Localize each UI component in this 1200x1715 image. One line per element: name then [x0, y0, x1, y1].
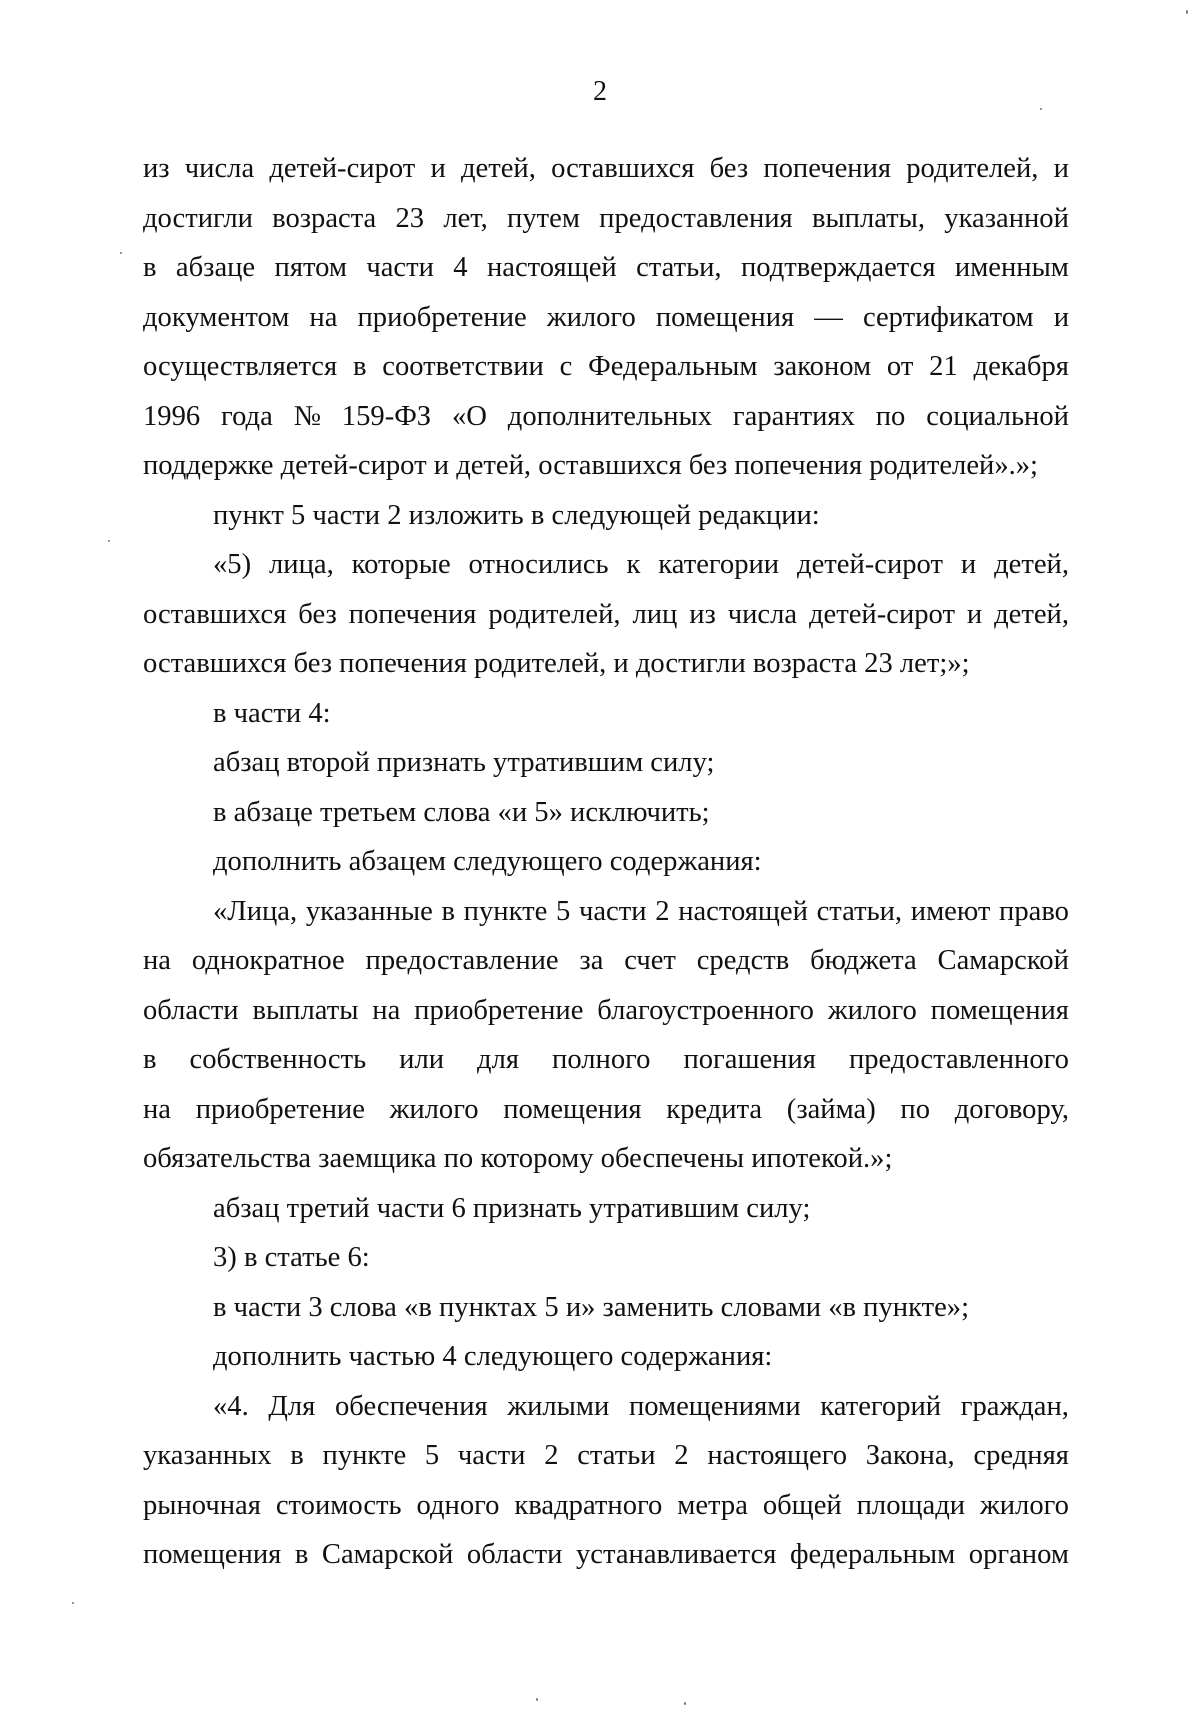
- text-line: в абзаце пятом части 4 настоящей статьи, подтверждается именным: [143, 252, 1069, 283]
- text-line: оставшихся без попечения родителей, лиц из числа детей-сирот и детей,: [143, 598, 1069, 630]
- text-line: обязательства заемщика по которому обеспечены ипотекой.»;: [143, 1143, 893, 1174]
- text-line: на приобретение жилого помещения кредита (займа) по договору,: [143, 1093, 1069, 1125]
- text-line: на однократное предоставление за счет средств бюджета Самарской: [143, 945, 1069, 976]
- text-line: в собственность или для полного погашения предоставленного: [143, 1044, 1069, 1075]
- text-line: абзац третий части 6 признать утратившим силу;: [213, 1192, 811, 1224]
- text-line: осуществляется в соответствии с Федеральным законом от 21 декабря: [143, 351, 1069, 382]
- text-line: «4. Для обеспечения жилыми помещениями категорий граждан,: [213, 1390, 1069, 1422]
- text-line: «5) лица, которые относились к категории детей-сирот и детей,: [213, 549, 1069, 580]
- scan-speck: [1040, 108, 1042, 110]
- text-line: оставшихся без попечения родителей, и достигли возраста 23 лет;»;: [143, 648, 970, 679]
- scan-speck: [1186, 10, 1188, 14]
- text-line: 3) в статье 6:: [213, 1242, 370, 1273]
- text-line: поддержке детей-сирот и детей, оставшихся без попечения родителей».»;: [143, 450, 1039, 481]
- text-line: области выплаты на приобретение благоустроенного жилого помещения: [143, 994, 1069, 1026]
- text-line: абзац второй признать утратившим силу;: [213, 747, 715, 778]
- text-line: «Лица, указанные в пункте 5 части 2 настоящей статьи, имеют право: [213, 895, 1069, 927]
- text-line: документом на приобретение жилого помещения — сертификатом и: [143, 301, 1069, 333]
- text-line: 1996 года № 159-ФЗ «О дополнительных гарантиях по социальной: [143, 400, 1069, 432]
- text-line: из числа детей-сирот и детей, оставшихся без попечения родителей, и: [143, 153, 1069, 184]
- text-line: пункт 5 части 2 изложить в следующей редакции:: [213, 499, 820, 531]
- text-line: в части 4:: [213, 697, 331, 729]
- scan-speck: [120, 252, 122, 254]
- text-line: в части 3 слова «в пунктах 5 и» заменить словами «в пункте»;: [213, 1291, 970, 1323]
- text-line: достигли возраста 23 лет, путем предоставления выплаты, указанной: [143, 202, 1069, 234]
- document-body: [143, 150, 1069, 1586]
- scan-speck: [536, 1698, 538, 1701]
- text-line: рыночная стоимость одного квадратного метра общей площади жилого: [143, 1489, 1069, 1521]
- text-line: в абзаце третьем слова «и 5» исключить;: [213, 796, 710, 828]
- scan-speck: [108, 540, 110, 542]
- text-line: помещения в Самарской области устанавливается федеральным органом: [143, 1539, 1069, 1570]
- text-line: указанных в пункте 5 части 2 статьи 2 настоящего Закона, средняя: [143, 1440, 1069, 1471]
- text-line: дополнить абзацем следующего содержания:: [213, 846, 762, 877]
- page-number: 2: [593, 76, 607, 107]
- scan-speck: [72, 1602, 74, 1604]
- text-line: дополнить частью 4 следующего содержания:: [213, 1341, 773, 1372]
- scan-speck: [684, 1702, 686, 1705]
